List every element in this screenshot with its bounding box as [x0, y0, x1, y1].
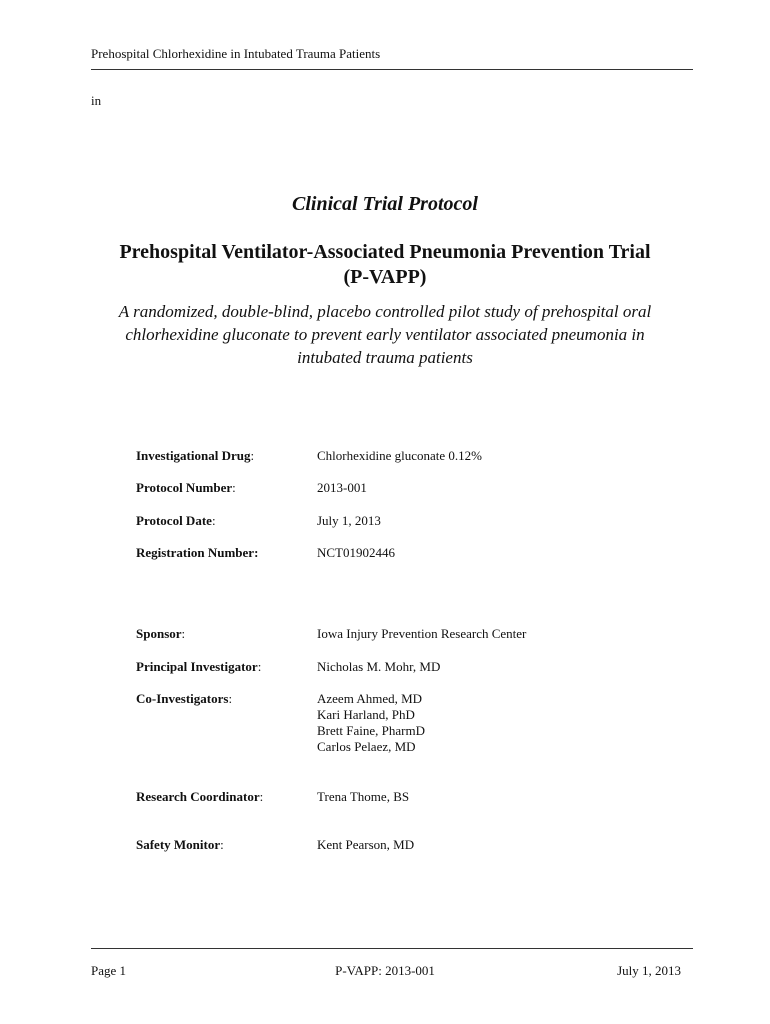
subtitle-line: intubated trauma patients [297, 348, 473, 367]
header-rule [91, 69, 693, 70]
study-subtitle [91, 300, 679, 369]
field-row-protocol-number [136, 480, 596, 513]
protocol-info-block [136, 448, 596, 561]
field-label: Registration Number: [136, 545, 259, 560]
field-value: Nicholas M. Mohr, MD [317, 659, 441, 674]
trial-name-line: Prehospital Ventilator-Associated Pneumonia Prevention Trial [119, 241, 651, 263]
subtitle-line: A randomized, double-blind, placebo controlled pilot study of prehospital oral [118, 302, 652, 321]
field-value: Iowa Injury Prevention Research Center [317, 626, 527, 641]
field-value: 2013-001 [317, 480, 367, 495]
field-label: Research Coordinator: [136, 789, 264, 804]
field-row-registration-number [136, 545, 596, 561]
running-header: Prehospital Chlorhexidine in Intubated Trauma Patients [91, 46, 381, 61]
stray-text: in [91, 93, 102, 108]
field-row-investigational-drug [136, 448, 596, 480]
field-value: Trena Thome, BS [317, 789, 410, 804]
field-value: Kent Pearson, MD [317, 837, 415, 852]
footer-page-number: Page 1 [91, 963, 127, 978]
field-value: NCT01902446 [317, 545, 395, 560]
co-investigator-name: Kari Harland, PhD [317, 707, 415, 722]
field-row-principal-investigator [136, 659, 596, 691]
co-investigator-list [317, 691, 425, 755]
trial-acronym: (P-VAPP) [343, 266, 427, 288]
field-row-sponsor [136, 626, 596, 659]
field-value: July 1, 2013 [317, 513, 381, 528]
field-label: Co-Investigators: [136, 691, 233, 706]
field-row-safety-monitor [136, 837, 596, 853]
subtitle-line: chlorhexidine gluconate to prevent early ventilator associated pneumonia in [125, 325, 645, 344]
footer-rule [91, 948, 693, 949]
document-type-heading: Clinical Trial Protocol [292, 193, 478, 215]
trial-name-heading [91, 240, 679, 290]
footer-protocol-id: P-VAPP: 2013-001 [335, 963, 435, 978]
personnel-block [136, 626, 596, 853]
footer-date: July 1, 2013 [617, 963, 681, 978]
field-row-protocol-date [136, 513, 596, 545]
co-investigator-name: Brett Faine, PharmD [317, 723, 425, 738]
field-label: Principal Investigator: [136, 659, 262, 674]
field-row-research-coordinator [136, 789, 596, 837]
field-label: Protocol Date: [136, 513, 216, 528]
co-investigator-name: Carlos Pelaez, MD [317, 739, 416, 754]
field-label: Safety Monitor: [136, 837, 224, 852]
field-label: Protocol Number: [136, 480, 236, 495]
field-label: Investigational Drug: [136, 448, 255, 463]
field-label: Sponsor: [136, 626, 186, 641]
field-value: Chlorhexidine gluconate 0.12% [317, 448, 482, 463]
co-investigator-name: Azeem Ahmed, MD [317, 691, 423, 706]
field-row-co-investigators [136, 691, 596, 789]
